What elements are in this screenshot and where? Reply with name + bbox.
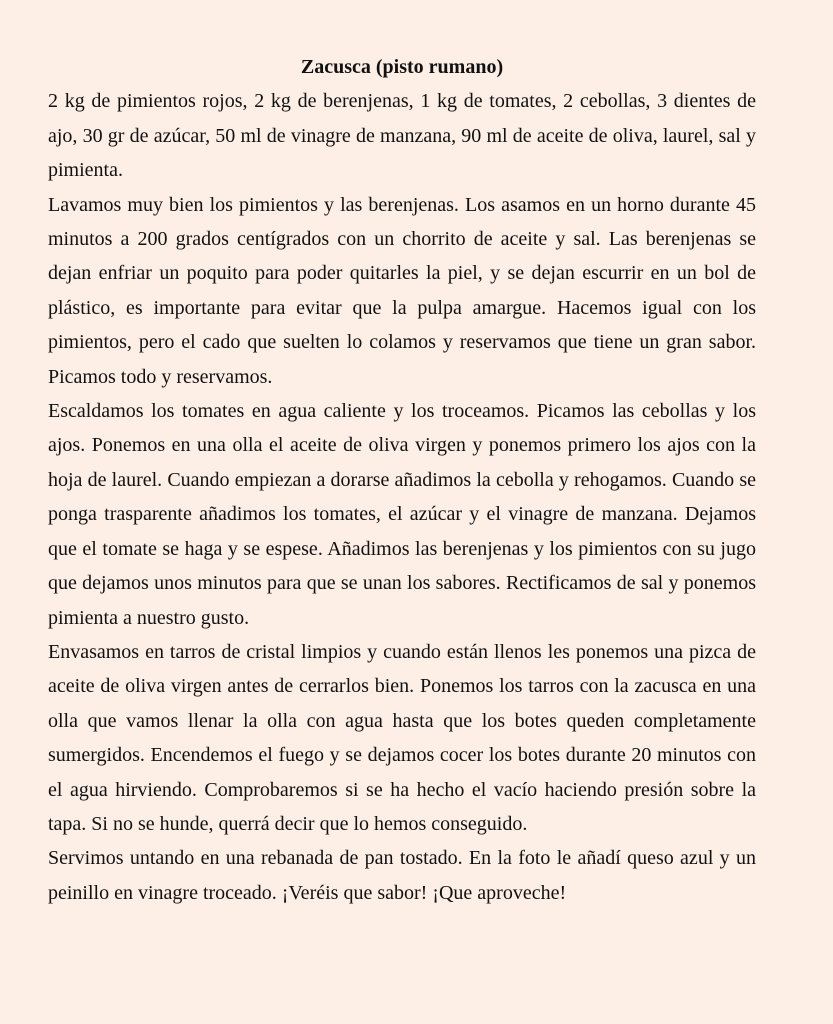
roasting-paragraph: Lavamos muy bien los pimientos y las berenjenas. Los asamos en un horno durante 45 minutos a 200 grados centígrados con un chorrito de aceite y sal. Las berenjenas se dejan enfriar un poquito para poder quitarles la piel, y se dejan escurrir en un bol de plástico, es importante para evitar que la pulpa amargue. Hacemos igual con los pimientos, pero el cado que suelten lo colamos y reservamos que tiene un gran sabor. Picamos todo y reservamos.: [48, 193, 756, 388]
recipe-page: [48, 50, 756, 910]
cooking-paragraph: Escaldamos los tomates en agua caliente y los troceamos. Picamos las cebollas y los ajos. Ponemos en una olla el aceite de oliva virgen y ponemos primero los ajos con la hoja de laurel. Cuando empiezan a dorarse añadimos la cebolla y rehogamos. Cuando se ponga trasparente añadimos los tomates, el azúcar y el vinagre de manzana. Dejamos que el tomate se haga y se espese. Añadimos las berenjenas y los pimientos con su jugo que dejamos unos minutos para que se unan los sabores. Rectificamos de sal y ponemos pimienta a nuestro gusto.: [48, 400, 756, 629]
canning-paragraph: Envasamos en tarros de cristal limpios y cuando están llenos les ponemos una pizca de aceite de oliva virgen antes de cerrarlos bien. Ponemos los tarros con la zacusca en una olla que vamos llenar la olla con agua hasta que los botes queden completamente sumergidos. Encendemos el fuego y se dejamos cocer los botes durante 20 minutos con el agua hirviendo. Comprobaremos si se ha hecho el vacío haciendo presión sobre la tapa. Si no se hunde, querrá decir que lo hemos conseguido.: [48, 640, 756, 835]
recipe-title: Zacusca (pisto rumano): [300, 56, 504, 78]
serving-paragraph: Servimos untando en una rebanada de pan tostado. En la foto le añadí queso azul y un peinillo en vinagre troceado. ¡Veréis que sabor! ¡Que aproveche!: [48, 847, 756, 904]
ingredients-paragraph: 2 kg de pimientos rojos, 2 kg de berenjenas, 1 kg de tomates, 2 cebollas, 3 dientes de ajo, 30 gr de azúcar, 50 ml de vinagre de manzana, 90 ml de aceite de oliva, laurel, sal y pimienta.: [48, 90, 756, 182]
